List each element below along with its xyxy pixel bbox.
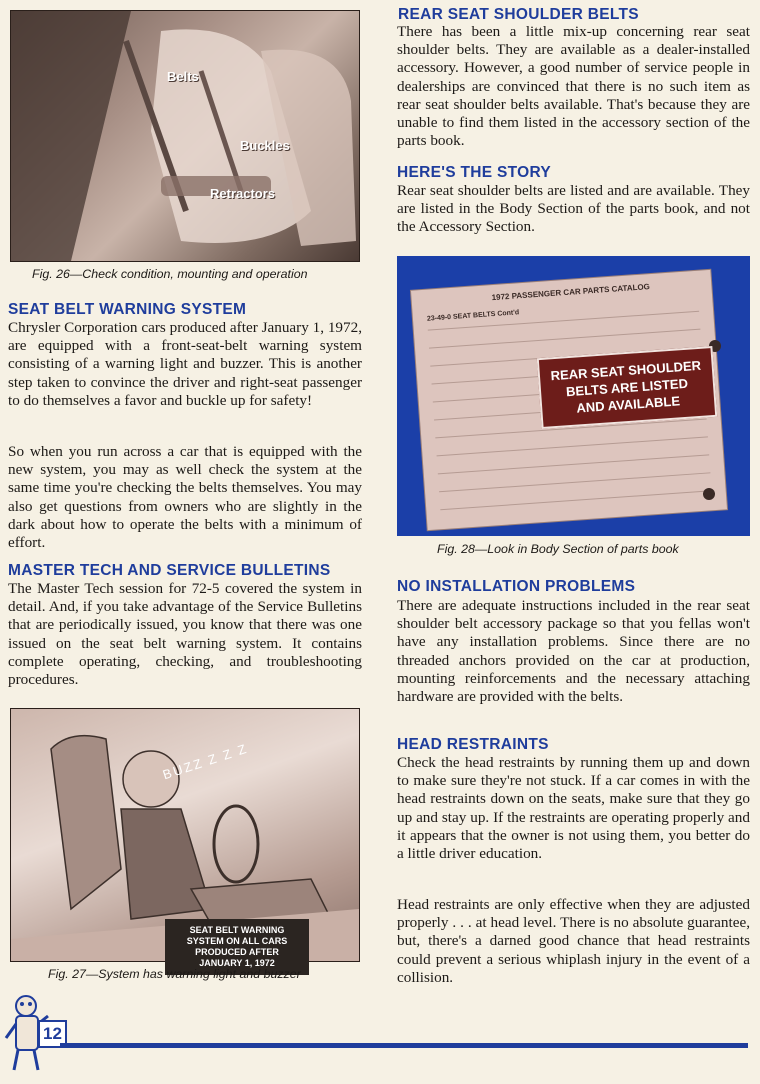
seatbelt-warning-p2: So when you run across a car that is equipped with the new system, you may as well check the system at the same time you're checking the belts themselves. You may also get questions from owners who are slightly in the dark about how to operate the belts with a minimum of effort.	[8, 443, 362, 552]
master-tech-p1: The Master Tech session for 72-5 covered the system in detail. And, if you take advantage of the Service Bulletins that are periodically issued, you know that there was one issued on the seat belt warning system. It contains complete operating, checking, and troubleshooting procedures.	[8, 580, 362, 689]
fig27-illustration	[10, 708, 360, 968]
retractors-label: Retractors	[210, 186, 276, 201]
story-p1: Rear seat shoulder belts are listed and are available. They are listed in the Body Section of the parts book, and not the Accessory Section.	[397, 182, 750, 236]
head-restraints-heading: HEAD RESTRAINTS	[397, 736, 549, 753]
fig28-caption: Fig. 28—Look in Body Section of parts book	[437, 542, 679, 556]
buzz-text: BUZZ Z Z Z	[160, 740, 250, 783]
catalog-title: 1972 PASSENGER CAR PARTS CATALOG	[491, 282, 651, 303]
fig26-caption: Fig. 26—Check condition, mounting and operation	[32, 267, 308, 281]
fig26-photo	[10, 10, 360, 262]
fig28-photo	[397, 256, 750, 536]
master-tech-heading: MASTER TECH AND SERVICE BULLETINS	[8, 562, 331, 579]
catalog-section: 23-49-0 SEAT BELTS Cont'd	[426, 309, 520, 323]
fig27-caption: Fig. 27—System has warning light and buzzer	[48, 967, 301, 981]
page-number: 12	[38, 1020, 67, 1048]
buckles-label: Buckles	[240, 138, 290, 153]
seatbelt-warning-heading: SEAT BELT WARNING SYSTEM	[8, 301, 247, 318]
head-restraints-p2: Head restraints are only effective when they are adjusted properly . . . at head level. There is no absolute guarantee, but, there's a darned good chance that head restraints could prevent a serious whiplash injury in the event of a collision.	[397, 896, 750, 986]
rear-belts-heading: REAR SEAT SHOULDER BELTS	[398, 6, 639, 23]
footer-rule	[60, 1043, 748, 1048]
belts-label: Belts	[167, 69, 199, 84]
story-heading: HERE'S THE STORY	[397, 164, 552, 181]
seat-illustration	[11, 11, 359, 261]
binder-hole-bottom	[703, 488, 715, 500]
seatbelt-warning-p1: Chrysler Corporation cars produced after January 1, 1972, are equipped with a front-seat-belt warning system consisting of a warning light and buzzer. This is another step taken to convince the driver and right-seat passenger to do themselves a favor and buckle up for safety!	[8, 319, 362, 409]
warning-sticker: SEAT BELT WARNING SYSTEM ON ALL CARS PRODUCED AFTER JANUARY 1, 1972	[165, 919, 309, 975]
installation-heading: NO INSTALLATION PROBLEMS	[397, 578, 636, 595]
head-restraints-p1: Check the head restraints by running them up and down to make sure they're not stuck. If a car comes in with the head restraints down on the seats, make sure that they go up and stay up. If the restraints are operating properly and it appears that the owner is not using them, you better do a little driver education.	[397, 754, 750, 863]
rear-belts-p1: There has been a little mix-up concerning rear seat shoulder belts. They are available as a dealer-installed accessory. However, a good number of service people in dealerships are convinced that there is no such item as rear seat shoulder belts available. That's because they are unable to find them listed in the accessory section of the parts book.	[397, 23, 750, 150]
listed-stamp: REAR SEAT SHOULDER BELTS ARE LISTED AND AVAILABLE	[537, 346, 718, 429]
installation-p1: There are adequate instructions included in the rear seat shoulder belt accessory package so that you fellas won't have any installation problems. Since there are no threaded anchors provided on the car at production, mounting reinforcements and the necessary attaching hardware are provided with the belts.	[397, 597, 750, 706]
